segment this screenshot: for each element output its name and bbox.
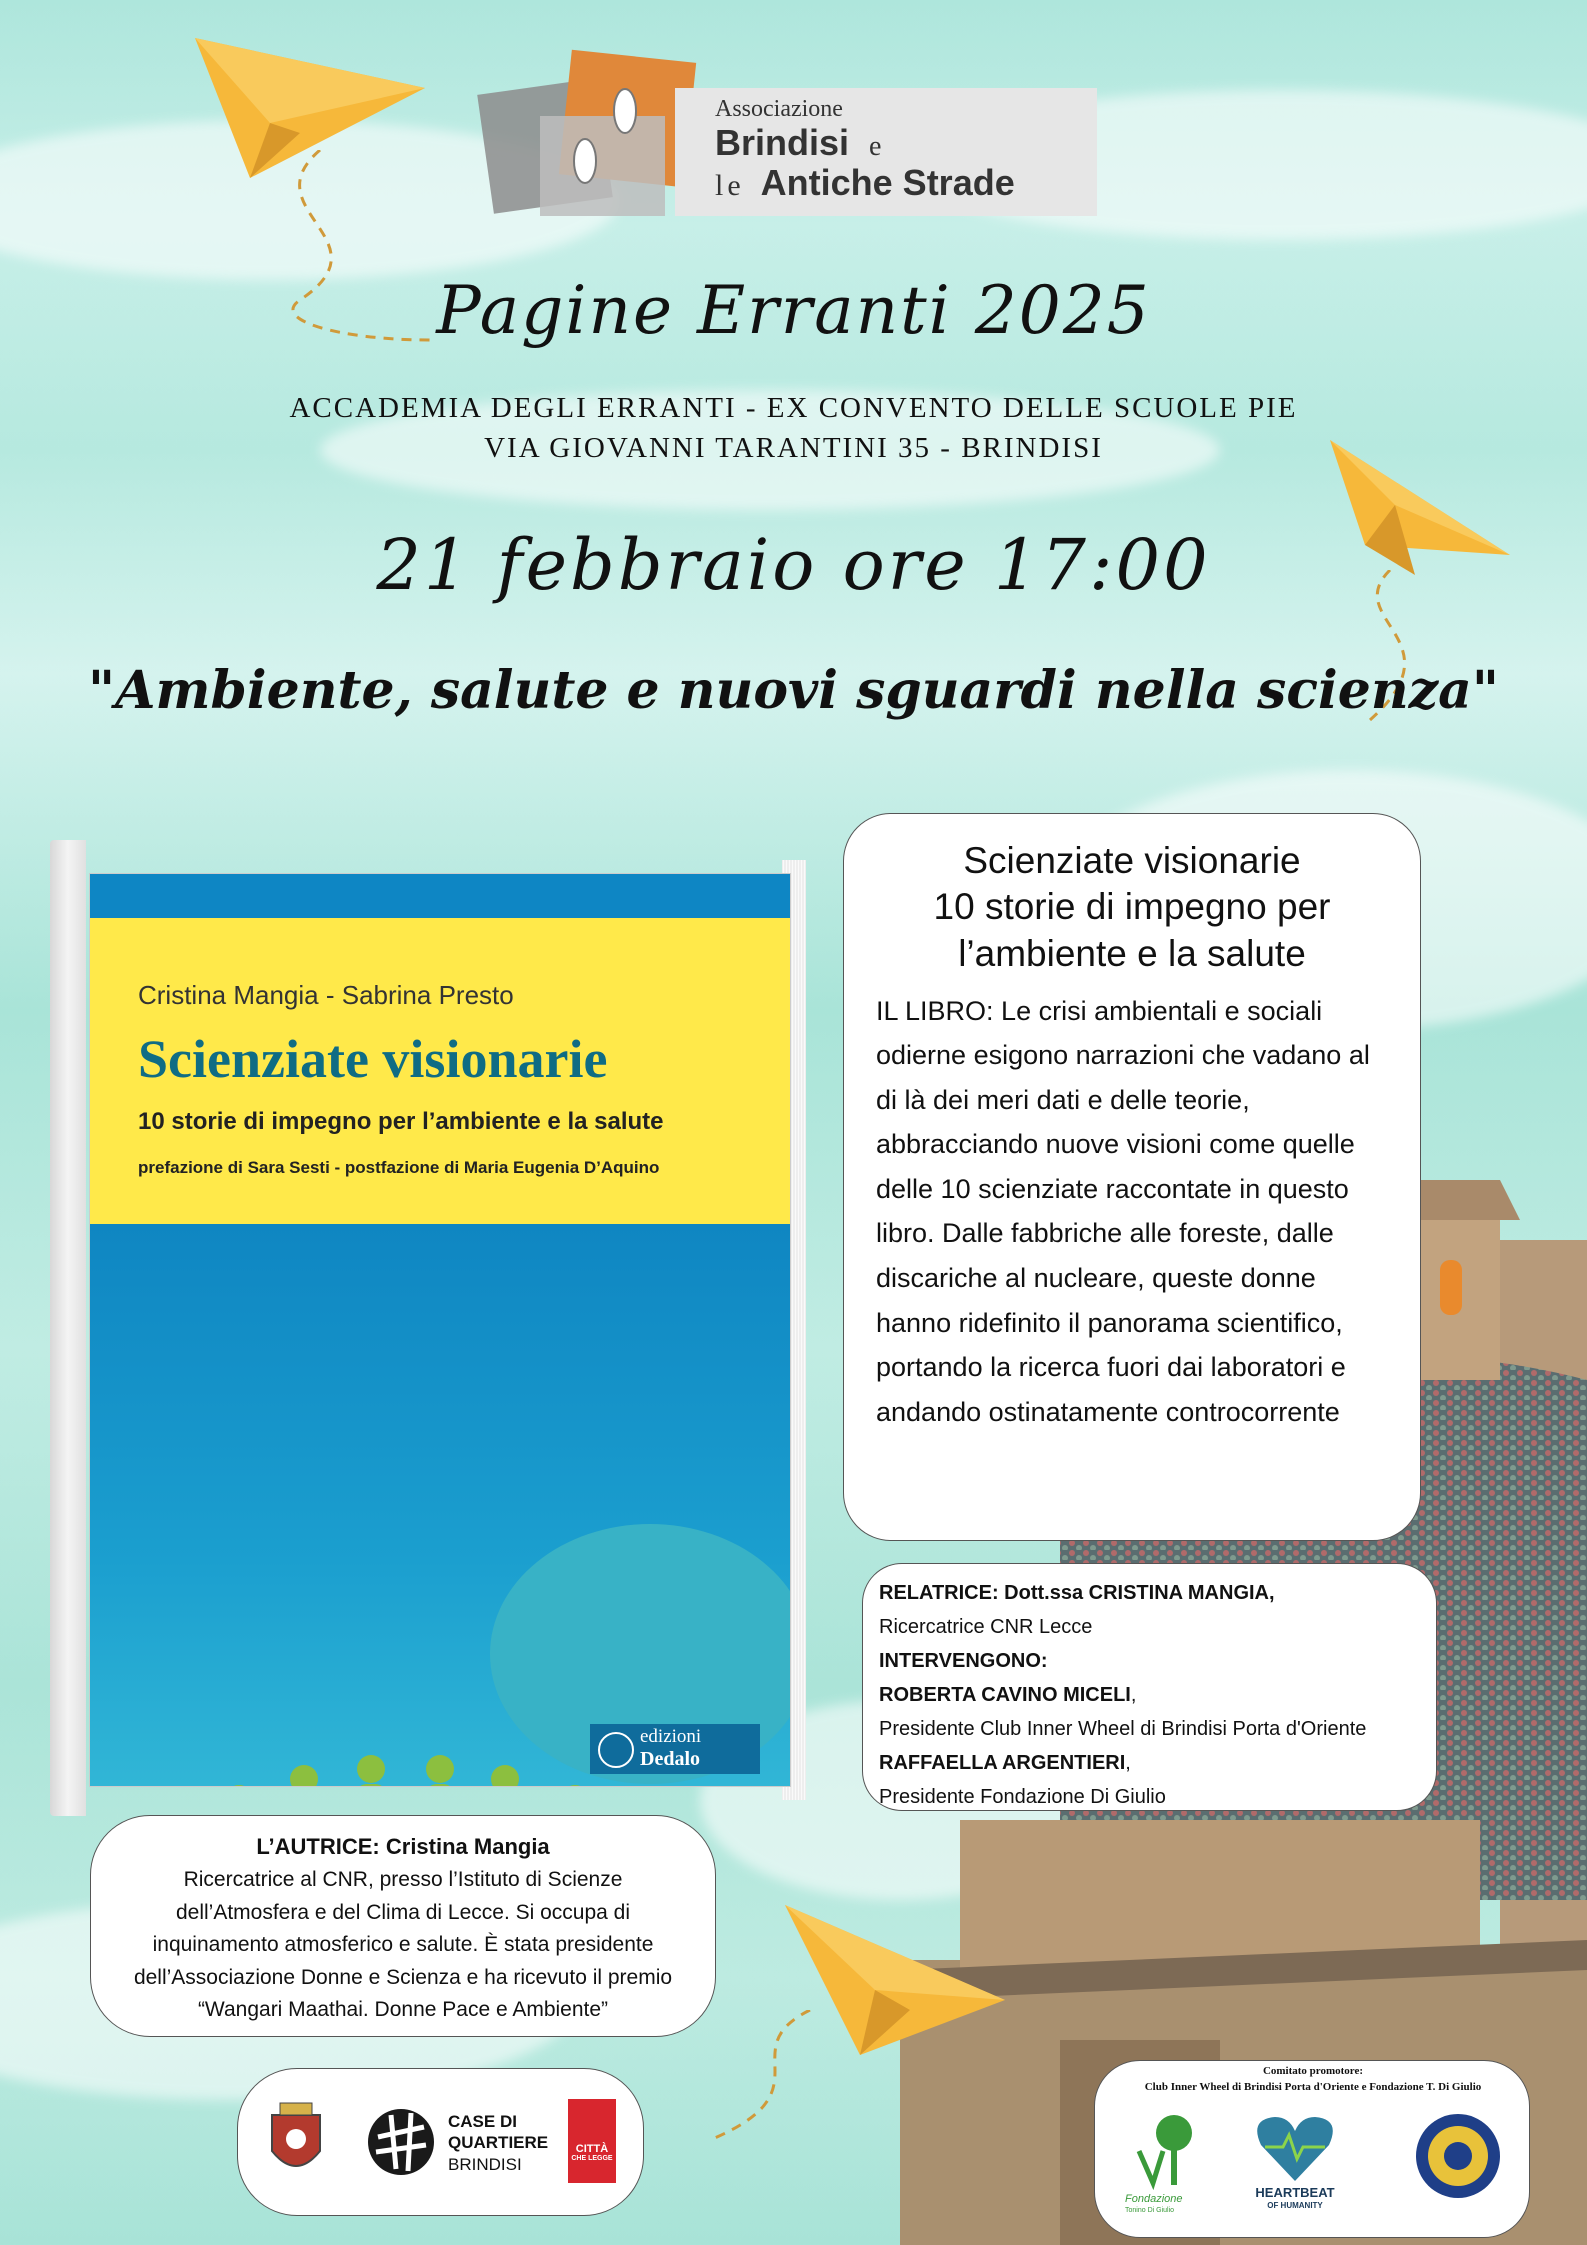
relatrice-role: Ricercatrice CNR Lecce [879,1616,1093,1638]
heartbeat-heart-icon [1255,2113,1335,2183]
cover-authors: Cristina Mangia - Sabrina Presto [138,980,514,1010]
author-card [90,1815,716,2037]
speaker2-name: RAFFAELLA ARGENTIERI [879,1752,1126,1774]
speaker2-role: Presidente Fondazione Di Giulio [879,1786,1166,1808]
cover-top-band [90,874,790,918]
partners-right-card [1094,2060,1530,2238]
event-date: 21 febbraio ore 17:00 [376,524,1211,606]
fondazione-tree-icon [1129,2111,1209,2191]
publisher-line2: Dedalo [640,1748,700,1770]
dashed-trail [690,2010,850,2150]
case-line1: CASE DI [448,2112,517,2131]
organizer-line2b: e [869,131,882,162]
heartbeat-line2: OF HUMANITY [1267,2201,1323,2210]
case-line3: BRINDISI [448,2154,522,2174]
book-card-description: IL LIBRO: Le crisi ambientali e sociali odierne esigono narrazioni che vadano al di là dei meri dati e delle teorie, abbracciando nuove visioni come quelle delle 10 scienziate raccontate in questo libro. Dalle fabbriche alle foreste, dalle discariche al nucleare, queste donne hanno ridefinito il panorama scientifico, portando la ricerca fuori dai laboratori e andando ostinatamente controcorrente [876,995,1370,1427]
book-image [50,840,806,1816]
author-text: Ricercatrice al CNR, presso l’Istituto di Scienze dell’Atmosfera e del Clima di Lecce. Si occupa di inquinamento atmosferico e salute. È stata presidente dell’Associazione Donne e Scienza e ha ricevuto il premio “Wangari Maathai. Donne Pace e Ambiente” [133,1868,673,2022]
publisher-line1: edizioni [640,1726,702,1747]
book-spine [50,840,86,1816]
book-description-card [843,813,1421,1541]
event-title: Pagine Erranti 2025 [436,272,1151,349]
book-cover [90,874,790,1786]
author-heading: L’AUTRICE: Cristina Mangia [256,1834,550,1859]
fondazione-line2: Tonino Di Giulio [1125,2207,1175,2214]
event-theme: "Ambiente, salute e nuovi sguardi nella scienza" [88,660,1499,721]
case-di-quartiere-logo-icon [366,2107,436,2177]
cover-yellow-area [90,918,790,1224]
cover-subtitle: 10 storie di impegno per l’ambiente e la salute [138,1108,664,1135]
citta-line2: CHE LEGGE [571,2155,613,2162]
organizer-line3b: Antiche Strade [760,162,1015,203]
organizer-line3a: le [715,169,745,202]
citta-che-legge-logo [568,2099,616,2183]
case-line2: QUARTIERE [448,2133,549,2153]
cover-title: Scienziate visionarie [138,1029,608,1089]
speaker1-comma: , [1130,1684,1137,1706]
organizer-line1: Associazione [715,96,843,122]
committee-label: Comitato promotore: [1262,2065,1364,2077]
cover-credits: prefazione di Sara Sesti - postfazione di Maria Eugenia D’Aquino [138,1158,660,1177]
cover-illustration [90,1224,790,1786]
citta-line1: CITTÀ [575,2143,609,2155]
committee-names: Club Inner Wheel di Brindisi Porta d'Oriente e Fondazione T. Di Giulio [1144,2081,1482,2093]
speakers-card [862,1563,1437,1811]
speaker2-comma: , [1125,1752,1131,1774]
inner-wheel-emblem-icon [1413,2111,1503,2201]
book-card-title-line3: l’ambiente e la salute [958,932,1306,974]
partners-left-card [237,2068,644,2216]
fondazione-line1: Fondazione [1125,2193,1183,2205]
organizer-line2a: Brindisi [715,122,850,163]
publisher-logo-icon [598,1732,634,1768]
relatrice-label: RELATRICE: Dott.ssa CRISTINA MANGIA, [879,1582,1275,1604]
book-card-title-line2: 10 storie di impegno per [933,886,1331,928]
speaker1-name: ROBERTA CAVINO MICELI [879,1684,1131,1706]
organizer-logo [485,46,1097,222]
intervengono-label: INTERVENGONO: [879,1650,1048,1672]
municipality-crest-icon [266,2101,326,2185]
speaker1-role: Presidente Club Inner Wheel di Brindisi Porta d'Oriente [879,1718,1367,1740]
venue-line2: VIA GIOVANNI TARANTINI 35 - BRINDISI [484,432,1103,464]
footprints-icon [555,66,655,206]
venue-line1: ACCADEMIA DEGLI ERRANTI - EX CONVENTO DELLE SCUOLE PIE [289,392,1298,424]
book-card-title-line1: Scienziate visionarie [963,840,1301,881]
heartbeat-line1: HEARTBEAT [1255,2185,1335,2200]
